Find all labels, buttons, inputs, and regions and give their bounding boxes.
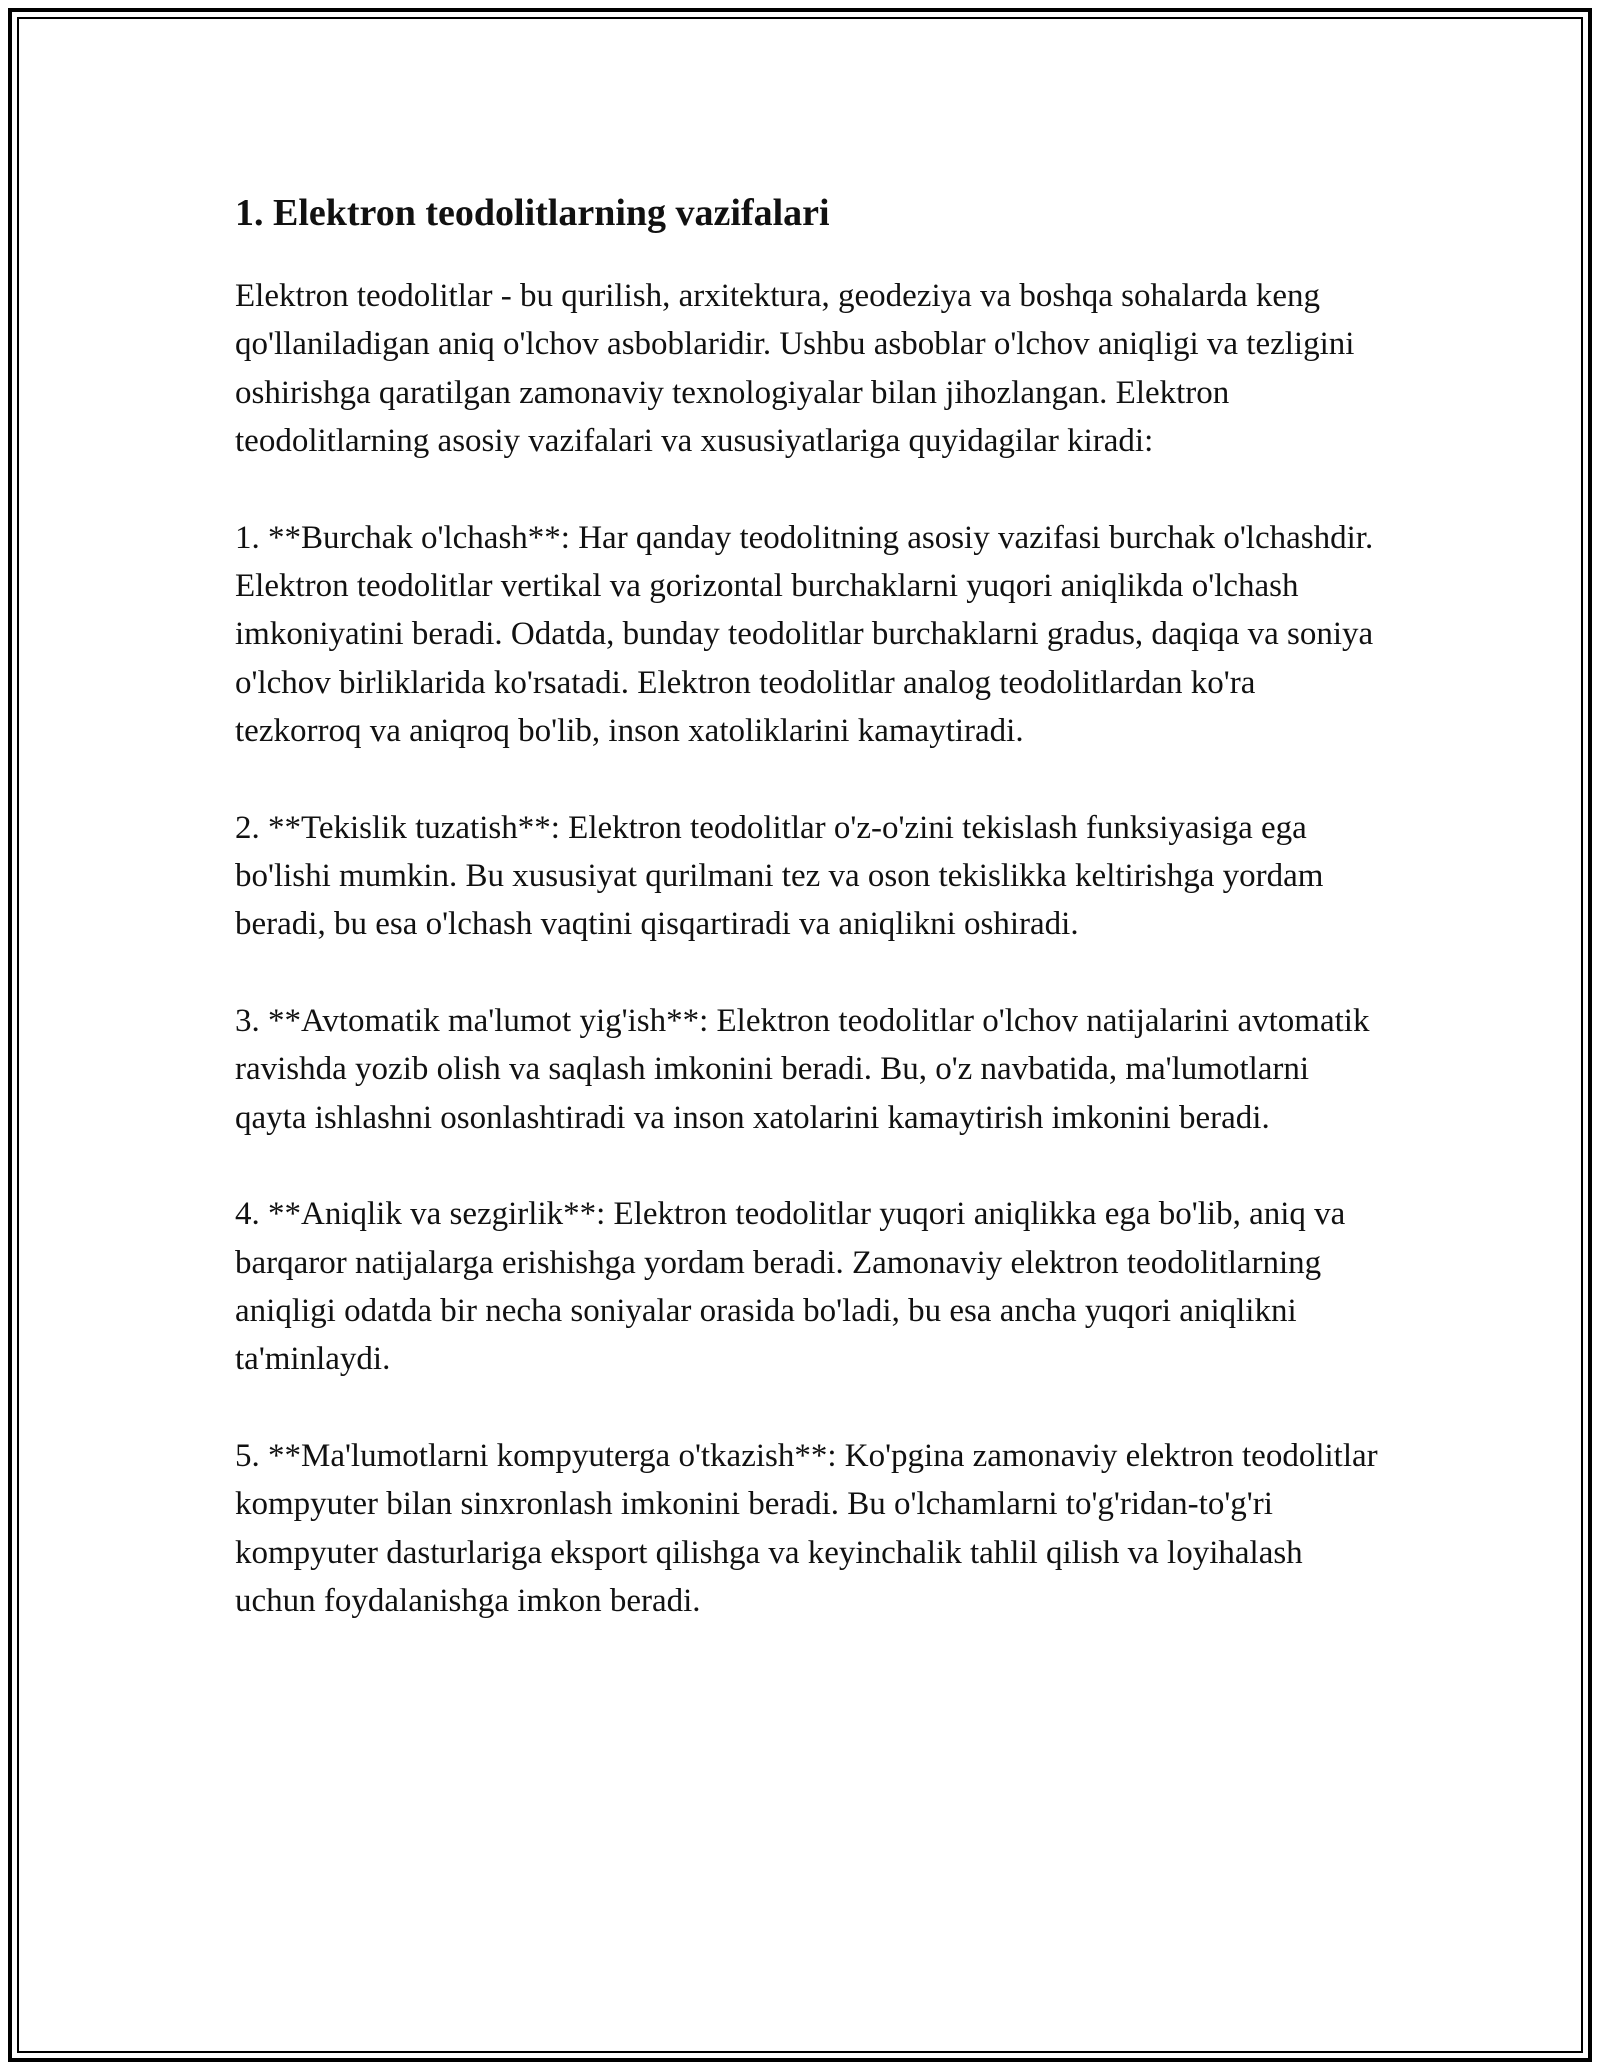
list-item-avtomatik-malumot: 3. **Avtomatik ma'lumot yig'ish**: Elektron teodolitlar o'lchov natijalarini avtomatik ravishda yozib olish va saqlash imkonini beradi. Bu, o'z navbatida, ma'lumotlarni qayta ishlashni osonlashtiradi va inson xatolarini kamaytirish imkonini beradi. (235, 1002, 1370, 1136)
intro-paragraph: Elektron teodolitlar - bu qurilish, arxitektura, geodeziya va boshqa sohalarda keng qo'llaniladigan aniq o'lchov asboblaridir. Ushbu asboblar o'lchov aniqligi va tezligini oshirishga qaratilgan zamonaviy texnologiyalar bilan jihozlangan. Elektron teodolitlarning asosiy vazifalari va xususiyatlariga quyidagilar kiradi: (235, 278, 1355, 460)
list-item-kompyuterga-otkazish: 5. **Ma'lumotlarni kompyuterga o'tkazish**: Ko'pgina zamonaviy elektron teodolitlar kompyuter bilan sinxronlash imkonini beradi. Bu o'lchamlarni to'g'ridan-to'g'ri kompyuter dasturlariga eksport qilishga va keyinchalik tahlil qilish va loyihalash uchun foydalanishga imkon beradi. (235, 1437, 1378, 1619)
document-body (235, 188, 1385, 1625)
section-heading: 1. Elektron teodolitlarning vazifalari (235, 192, 830, 234)
list-item-burchak-olchash: 1. **Burchak o'lchash**: Har qanday teodolitning asosiy vazifasi burchak o'lchashdir. Elektron teodolitlar vertikal va gorizontal burchaklarni yuqori aniqlikda o'lchash imkoniyatini beradi. Odatda, bunday teodolitlar burchaklarni gradus, daqiqa va soniya o'lchov birliklarida ko'rsatadi. Elektron teodolitlar analog teodolitlardan ko'ra tezkorroq va aniqroq bo'lib, inson xatoliklarini kamaytiradi. (235, 519, 1374, 750)
list-item-aniqlik-sezgirlik: 4. **Aniqlik va sezgirlik**: Elektron teodolitlar yuqori aniqlikka ega bo'lib, aniq va barqaror natijalarga erishishga yordam beradi. Zamonaviy elektron teodolitlarning aniqligi odatda bir necha soniyalar orasida bo'ladi, bu esa ancha yuqori aniqlikni ta'minlaydi. (235, 1196, 1346, 1378)
list-item-tekislik-tuzatish: 2. **Tekislik tuzatish**: Elektron teodolitlar o'z-o'zini tekislash funksiyasiga ega bo'lishi mumkin. Bu xususiyat qurilmani tez va oson tekislikka keltirishga yordam beradi, bu esa o'lchash vaqtini qisqartiradi va aniqlikni oshiradi. (235, 809, 1324, 943)
